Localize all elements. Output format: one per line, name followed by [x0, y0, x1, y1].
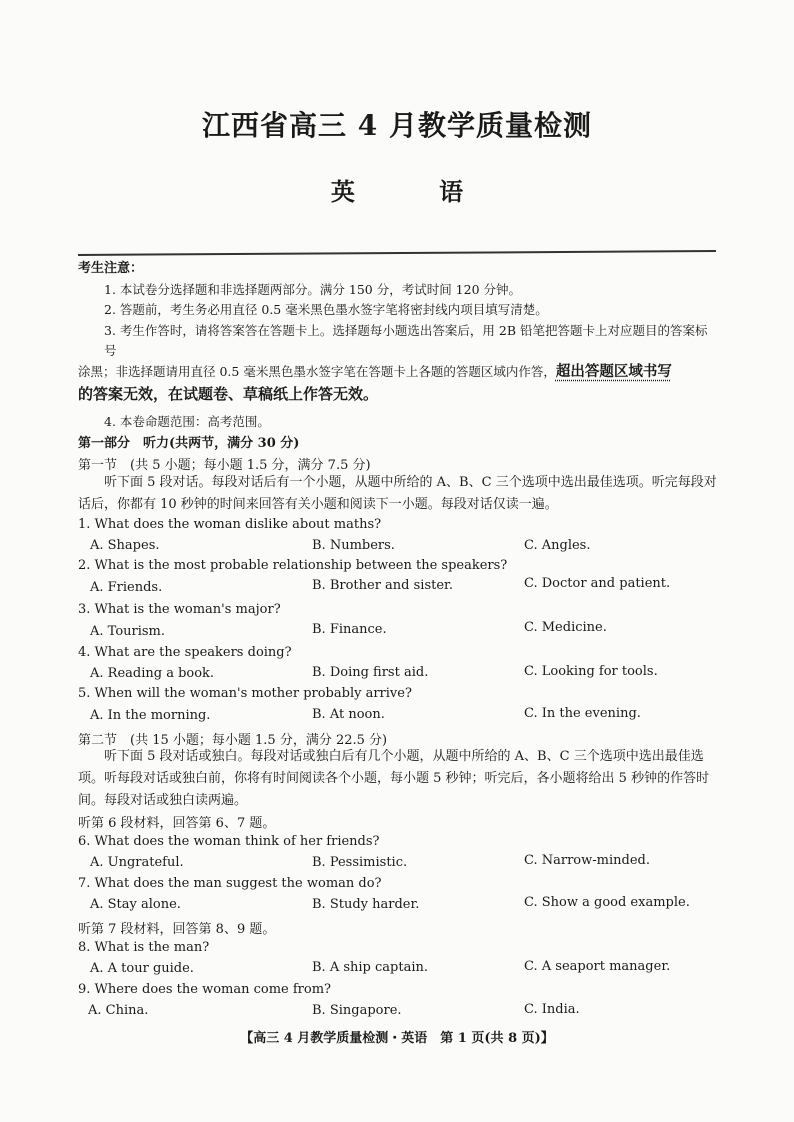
q1-option-c: C. Angles. — [524, 538, 591, 553]
q3-option-a: A. Tourism. — [90, 624, 166, 639]
notice-emphasis-b: 的答案无效，在试题卷、草稿纸上作答无效。 — [78, 385, 379, 403]
q2-option-c: C. Doctor and patient. — [524, 576, 671, 591]
notice-item-1: 1. 本试卷分选择题和非选择题两部分。满分 150 分，考试时间 120 分钟。 — [104, 281, 522, 297]
q7-option-b: B. Study harder. — [312, 897, 420, 912]
notice-block — [78, 259, 718, 433]
notice-item-2: 2. 答题前，考生务必用直径 0.5 毫米黑色墨水签字笔将密封线内项目填写清楚。 — [104, 302, 548, 317]
notice-heading: 考生注意： — [78, 261, 144, 276]
q4-option-a: A. Reading a book. — [90, 666, 215, 681]
question-6: 6. What does the woman think of her friends? — [78, 834, 380, 849]
q9-option-a: A. China. — [88, 1003, 149, 1018]
q7-option-c: C. Show a good example. — [524, 895, 690, 910]
notice-item-3-continued — [78, 362, 718, 383]
material-6-note: 听第 6 段材料，回答第 6、7 题。 — [78, 816, 276, 831]
q9-option-b: B. Singapore. — [312, 1003, 402, 1018]
question-2: 2. What is the most probable relationship between the speakers? — [78, 558, 508, 573]
part1-title: 第一部分 听力(共两节，满分 30 分) — [78, 436, 300, 451]
q1-option-a: A. Shapes. — [90, 538, 160, 553]
q3-option-c: C. Medicine. — [524, 620, 607, 635]
question-1: 1. What does the woman dislike about maths? — [78, 517, 382, 532]
subject-title: 英 语 — [330, 177, 502, 206]
page-footer: 【高三 4 月教学质量检测・英语 第 1 页(共 8 页)】 — [240, 1031, 554, 1046]
q2-option-a: A. Friends. — [90, 580, 163, 595]
notice-item-4: 4. 本卷命题范围：高考范围。 — [104, 414, 270, 429]
q5-option-b: B. At noon. — [312, 707, 385, 722]
divider-line — [78, 250, 716, 256]
question-5: 5. When will the woman's mother probably arrive? — [78, 686, 412, 701]
q8-option-a: A. A tour guide. — [90, 961, 194, 976]
notice-item-3-text: 涂黑；非选择题请用直径 0.5 毫米黑色墨水签字笔在答题卡上各题的答题区域内作答， — [78, 363, 556, 379]
q8-option-c: C. A seaport manager. — [524, 959, 671, 974]
q4-option-b: B. Doing first aid. — [312, 665, 429, 680]
q7-option-a: A. Stay alone. — [90, 897, 181, 912]
question-8: 8. What is the man? — [78, 940, 210, 955]
q6-option-b: B. Pessimistic. — [312, 855, 408, 870]
exam-title: 江西省高三 4 月教学质量检测 — [202, 109, 592, 142]
q8-option-b: B. A ship captain. — [312, 960, 428, 975]
section2-title: 第二节 (共 15 小题；每小题 1.5 分，满分 22.5 分) — [78, 733, 388, 748]
section1-instructions: 听下面 5 段对话。每段对话后有一个小题，从题中所给的 A、B、C 三个选项中选出最佳选项。听完每段对话后，你都有 10 秒钟的时间来回答有关小题和阅读下一小题。每段对话仅读一遍。 — [78, 475, 717, 512]
section2-instructions: 听下面 5 段对话或独白。每段对话或独白后有几个小题，从题中所给的 A、B、C 三个选项中选出最佳选项。听每段对话或独白前，你将有时间阅读各个小题，每小题 5 秒钟；听完后，各小题将给出 5 秒钟的作答时间。每段对话或独白读两遍。 — [78, 749, 710, 808]
q9-option-c: C. India. — [524, 1002, 580, 1017]
question-9: 9. Where does the woman come from? — [78, 982, 332, 997]
q5-option-c: C. In the evening. — [524, 706, 641, 721]
question-3: 3. What is the woman's major? — [78, 602, 281, 617]
notice-item-3: 3. 考生作答时，请将答案答在答题卡上。选择题每小题选出答案后，用 2B 铅笔把答题卡上对应题目的答案标号 — [104, 322, 708, 358]
q3-option-b: B. Finance. — [312, 622, 387, 637]
material-7-note: 听第 7 段材料，回答第 8、9 题。 — [78, 922, 276, 937]
q4-option-c: C. Looking for tools. — [524, 664, 658, 679]
notice-emphasis-a: 超出答题区域书写 — [555, 362, 672, 380]
q6-option-c: C. Narrow-minded. — [524, 853, 650, 868]
question-7: 7. What does the man suggest the woman do? — [78, 876, 382, 891]
question-4: 4. What are the speakers doing? — [78, 645, 292, 660]
q5-option-a: A. In the morning. — [90, 708, 211, 723]
q1-option-b: B. Numbers. — [312, 538, 395, 553]
q6-option-a: A. Ungrateful. — [90, 855, 184, 870]
q2-option-b: B. Brother and sister. — [312, 578, 453, 593]
section1-title: 第一节 (共 5 小题；每小题 1.5 分，满分 7.5 分) — [78, 458, 371, 473]
